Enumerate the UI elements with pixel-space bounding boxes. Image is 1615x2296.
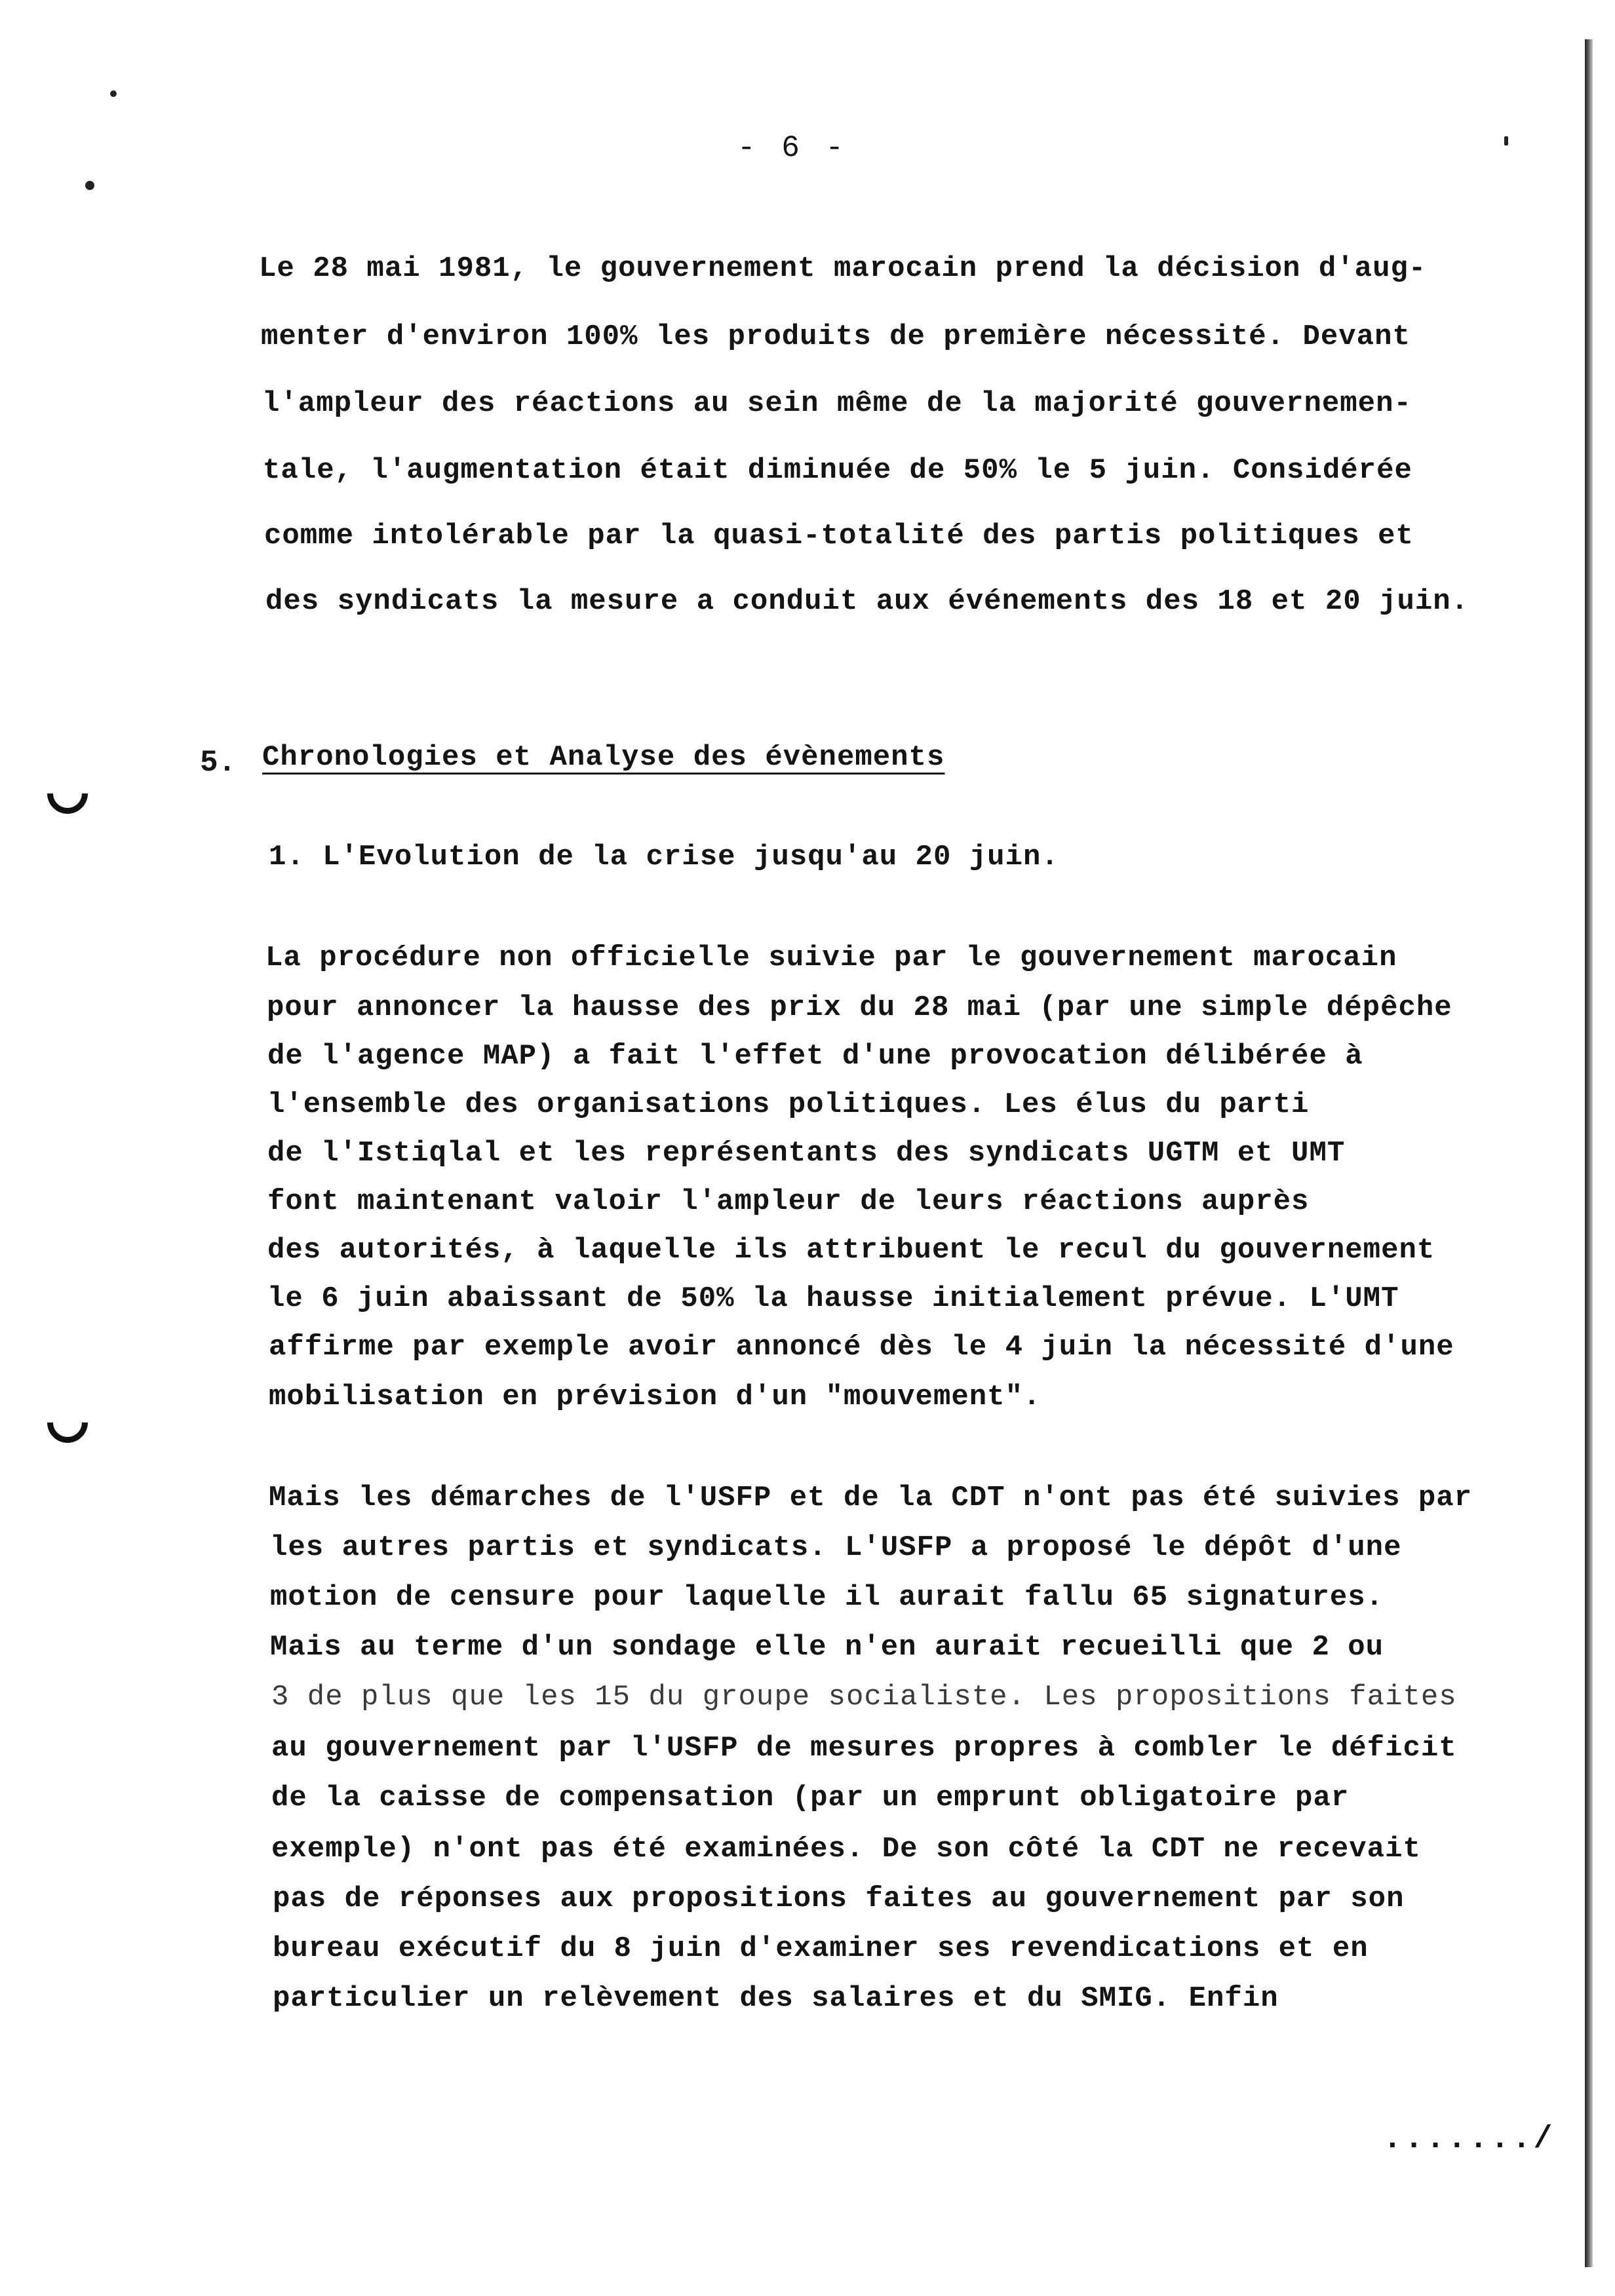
paragraph-3-line: particulier un relèvement des salaires et du SMIG. Enfin	[273, 1982, 1279, 2015]
paragraph-3-line: exemple) n'ont pas été examinées. De son côté la CDT ne recevait	[271, 1833, 1421, 1866]
paragraph-3-line: bureau exécutif du 8 juin d'examiner ses revendications et en	[273, 1932, 1369, 1965]
paragraph-1-line: des syndicats la mesure a conduit aux événements des 18 et 20 juin.	[265, 585, 1469, 618]
section-number: 5.	[200, 746, 237, 780]
paragraph-3-line: 3 de plus que les 15 du groupe socialiste. Les propositions faites	[271, 1681, 1457, 1713]
paragraph-2-line: le 6 juin abaissant de 50% la hausse initialement prévue. L'UMT	[267, 1282, 1399, 1315]
paragraph-2-line: La procédure non officielle suivie par le gouvernement marocain	[265, 942, 1397, 974]
paragraph-2-line: l'ensemble des organisations politiques. Les élus du parti	[267, 1088, 1310, 1121]
punch-hole-mark	[39, 1394, 96, 1451]
paragraph-3-line: les autres partis et syndicats. L'USFP a proposé le dépôt d'une	[270, 1531, 1402, 1564]
paragraph-2-line: font maintenant valoir l'ampleur de leurs réactions auprès	[267, 1185, 1310, 1218]
paragraph-2-line: de l'Istiqlal et les représentants des syndicats UGTM et UMT	[267, 1137, 1346, 1170]
continuation-marker: ......./	[1383, 2122, 1555, 2157]
paragraph-1-line: l'ampleur des réactions au sein même de la majorité gouvernemen-	[262, 387, 1412, 420]
paragraph-1-line: tale, l'augmentation était diminuée de 50% le 5 juin. Considérée	[263, 454, 1412, 487]
punch-hole-mark	[39, 765, 96, 822]
binding-edge	[1585, 39, 1593, 2267]
paragraph-2-line: mobilisation en prévision d'un "mouvement".	[269, 1381, 1041, 1413]
page-number: - 6 -	[737, 131, 848, 165]
paragraph-3-line: Mais les démarches de l'USFP et de la CDT n'ont pas été suivies par	[269, 1482, 1473, 1514]
paragraph-1-line: menter d'environ 100% les produits de première nécessité. Devant	[261, 320, 1411, 353]
paragraph-3-line: Mais au terme d'un sondage elle n'en aurait recueilli que 2 ou	[270, 1631, 1384, 1664]
paragraph-2-line: de l'agence MAP) a fait l'effet d'une provocation délibérée à	[267, 1040, 1363, 1073]
paragraph-1-line: Le 28 mai 1981, le gouvernement marocain prend la décision d'aug-	[259, 252, 1427, 285]
scan-speck	[85, 181, 94, 190]
paragraph-3-line: de la caisse de compensation (par un emprunt obligatoire par	[271, 1782, 1350, 1814]
scan-speck	[110, 90, 117, 97]
paragraph-2-line: pour annoncer la hausse des prix du 28 mai (par une simple dépêche	[267, 991, 1452, 1024]
section-title: Chronologies et Analyse des évènements	[262, 741, 945, 774]
paragraph-2-line: affirme par exemple avoir annoncé dès le 4 juin la nécessité d'une	[269, 1331, 1454, 1364]
paragraph-3-line: motion de censure pour laquelle il aurait fallu 65 signatures.	[270, 1581, 1384, 1614]
subsection-title: 1. L'Evolution de la crise jusqu'au 20 juin.	[269, 841, 1059, 873]
paragraph-2-line: des autorités, à laquelle ils attribuent le recul du gouvernement	[267, 1234, 1435, 1267]
paragraph-3-line: pas de réponses aux propositions faites au gouvernement par son	[273, 1883, 1405, 1915]
paragraph-1-line: comme intolérable par la quasi-totalité des partis politiques et	[264, 520, 1414, 552]
paragraph-3-line: au gouvernement par l'USFP de mesures propres à combler le déficit	[271, 1732, 1457, 1765]
scan-speck	[1504, 136, 1508, 145]
